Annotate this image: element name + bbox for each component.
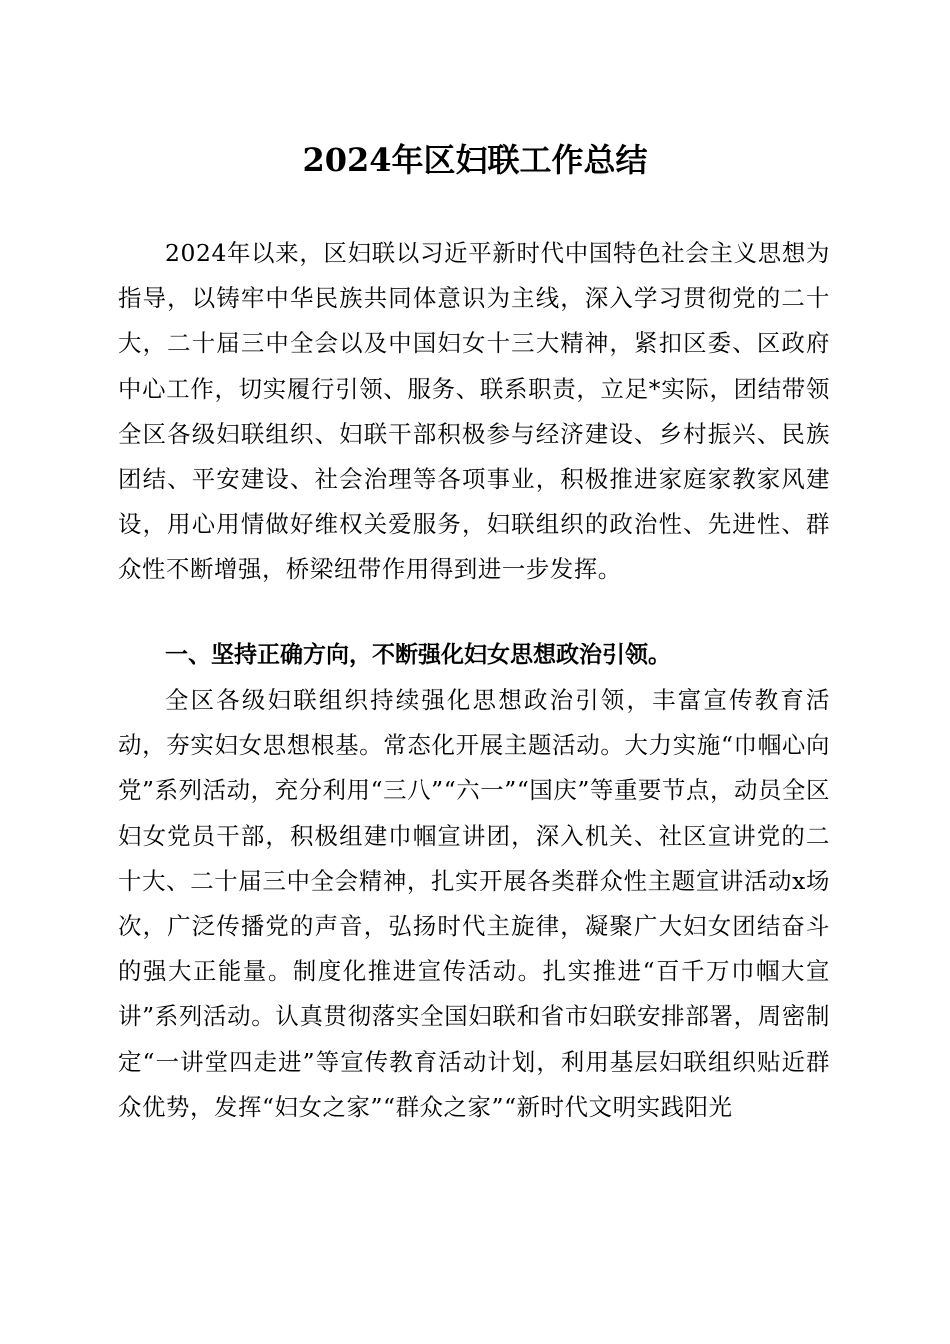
- intro-paragraph: 2024年以来，区妇联以习近平新时代中国特色社会主义思想为指导，以铸牢中华民族共同体意识为主线，深入学习贯彻党的二十大，二十届三中全会以及中国妇女十三大精神，紧扣区委、区政府中心工作，切实履行引领、服务、联系职责，立足*实际，团结带领全区各级妇联组织、妇联干部积极参与经济建设、乡村振兴、民族团结、平安建设、社会治理等各项事业，积极推进家庭家教家风建设，用心用情做好维权关爱服务，妇联组织的政治性、先进性、群众性不断增强，桥梁纽带作用得到进一步发挥。: [118, 239, 830, 584]
- section-heading: 一、坚持正确方向，不断强化妇女思想政治引领。: [165, 642, 671, 668]
- section-paragraph: 全区各级妇联组织持续强化思想政治引领，丰富宣传教育活动，夯实妇女思想根基。常态化开展主题活动。大力实施“巾帼心向党”系列活动，充分利用“三八”“六一”“国庆”等重要节点，动员全区妇女党员干部，积极组建巾帼宣讲团，深入机关、社区宣讲党的二十大、二十届三中全会精神，扎实开展各类群众性主题宣讲活动x场次，广泛传播党的声音，弘扬时代主旋律，凝聚广大妇女团结奋斗的强大正能量。制度化推进宣传活动。扎实推进“百千万巾帼大宣讲”系列活动。认真贯彻落实全国妇联和省市妇联安排部署，周密制定“一讲堂四走进”等宣传教育活动计划，利用基层妇联组织贴近群众优势，发挥“妇女之家”“群众之家”“新时代文明实践阳光: [118, 686, 830, 1121]
- document-title: 2024年区妇联工作总结: [302, 141, 648, 179]
